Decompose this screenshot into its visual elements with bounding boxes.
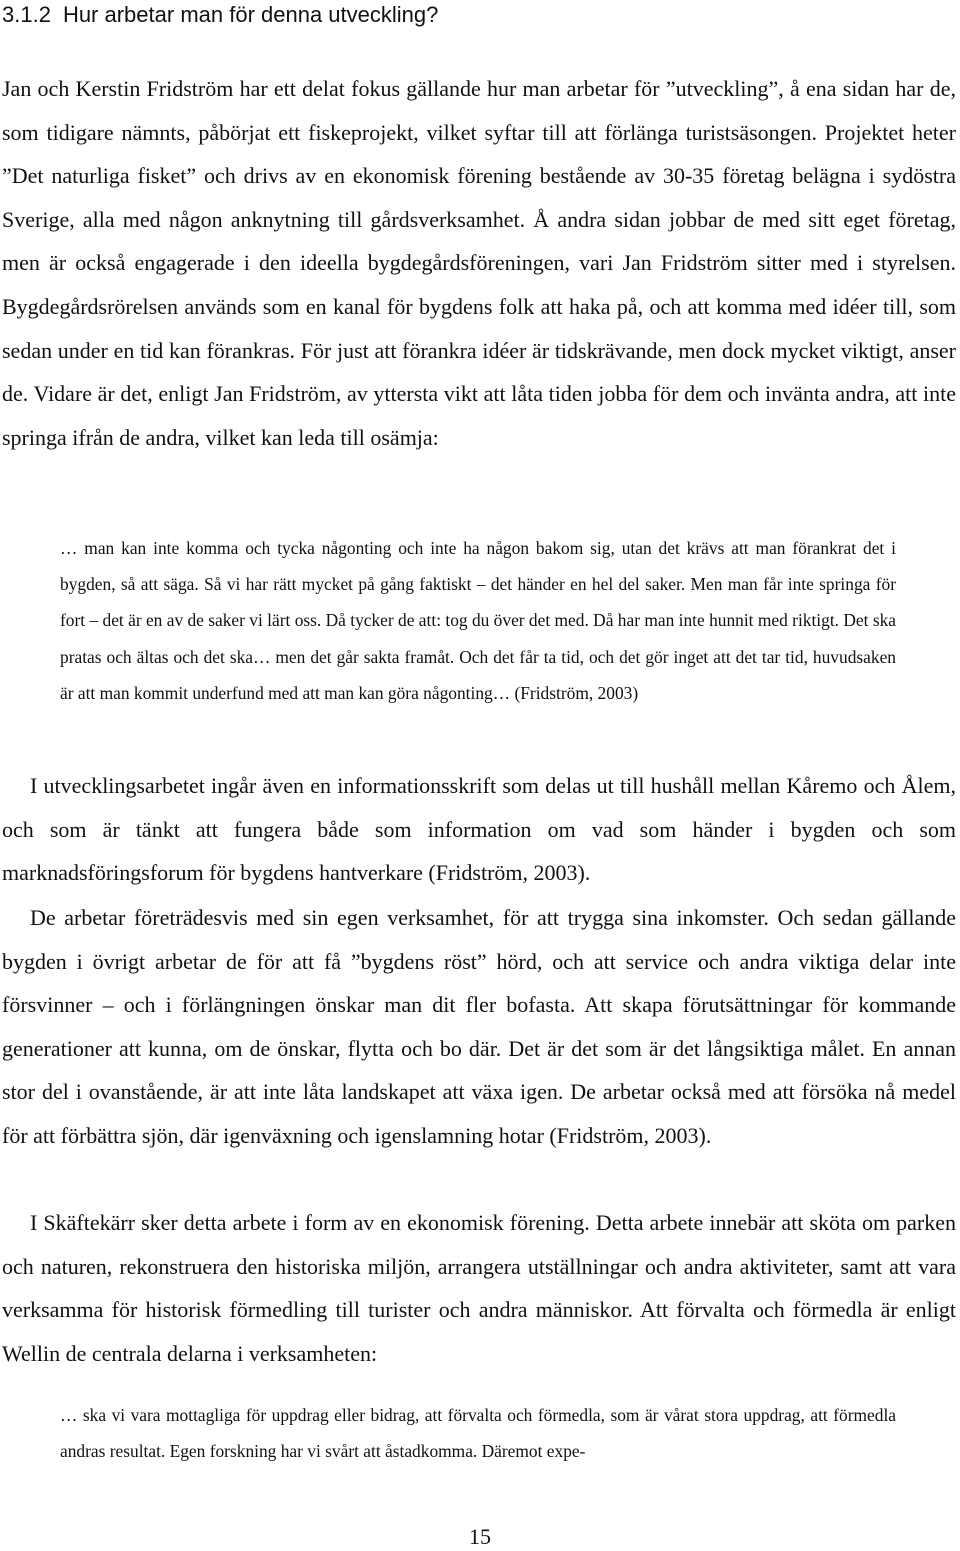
body-paragraph: Jan och Kerstin Fridström har ett delat fokus gällande hur man arbetar för ”utveckling”, å ena sidan har de, som tidigare nämnts, påbörjat ett fiskeprojekt, vilket syftar till att förlänga turistsäsongen. Projektet heter ”Det naturliga fisket” och drivs av en ekonomisk förening bestående av 30-35 företag belägna i sydöstra Sverige, alla med någon anknytning till gårdsverksamhet. Å andra sidan jobbar de med sitt eget företag, men är också engagerade i den ideella bygdegårdsföreningen, vari Jan Fridström sitter med i styrelsen. Bygdegårdsrörelsen används som en kanal för bygdens folk att haka på, och att komma med idéer till, som sedan under en tid kan förankras. För just att förankra idéer är tidskrävande, men dock mycket viktigt, anser de. Vidare är det, enligt Jan Fridström, av yttersta vikt att låta tiden jobba för dem och invänta andra, att inte springa ifrån de andra, vilket kan leda till osämja: — [2, 76, 956, 450]
block-quote: … man kan inte komma och tycka någonting och inte ha någon bakom sig, utan det krävs att man förankrat det i bygden, så att säga. Så vi har rätt mycket på gång faktiskt – det händer en hel del saker. Men man får inte springa för fort – det är en av de saker vi lärt oss. Då tycker de att: tog du över det med. Då har man inte hunnit med riktigt. Det ska pratas och ältas och det ska… men det går sakta framåt. Och det får ta tid, och det gör inget att det tar tid, huvudsaken är att man kommit underfund med att man kan göra någonting… (Fridström, 2003) — [60, 538, 896, 703]
section-number: 3.1.2 — [2, 2, 51, 27]
section-heading — [2, 0, 438, 30]
body-paragraph: De arbetar företrädesvis med sin egen verksamhet, för att trygga sina inkomster. Och sedan gällande bygden i övrigt arbetar de för att få ”bygdens röst” hörd, och att service och andra viktiga delar inte försvinner – och i förlängningen önskar man dit fler bofasta. Att skapa förutsättningar för kommande generationer att kunna, om de önskar, flytta och bo där. Det är det som är det långsiktiga målet. En annan stor del i ovanstående, är att inte låta landskapet att växa igen. De arbetar också med att försöka nå medel för att förbättra sjön, där igenväxning och igenslamning hotar (Fridström, 2003). — [2, 905, 956, 1148]
section-title: Hur arbetar man för denna utveckling? — [62, 2, 439, 27]
block-quote: … ska vi vara mottagliga för uppdrag eller bidrag, att förvalta och förmedla, som är vårat stora uppdrag, att förmedla andras resultat. Egen forskning har vi svårt att åstadkomma. Däremot expe- — [60, 1405, 896, 1462]
body-paragraph: I utvecklingsarbetet ingår även en informationsskrift som delas ut till hushåll mellan Kåremo och Ålem, och som är tänkt att fungera både som information om vad som händer i bygden och som marknadsföringsforum för bygdens hantverkare (Fridström, 2003). — [2, 773, 956, 886]
body-paragraph: I Skäftekärr sker detta arbete i form av en ekonomisk förening. Detta arbete innebär att sköta om parken och naturen, rekonstruera den historiska miljön, arrangera utställningar och andra aktiviteter, samt att vara verksamma för historisk förmedling till turister och andra människor. Att förvalta och förmedla är enligt Wellin de centrala delarna i verksamheten: — [2, 1210, 956, 1366]
page-number: 15 — [469, 1524, 491, 1549]
